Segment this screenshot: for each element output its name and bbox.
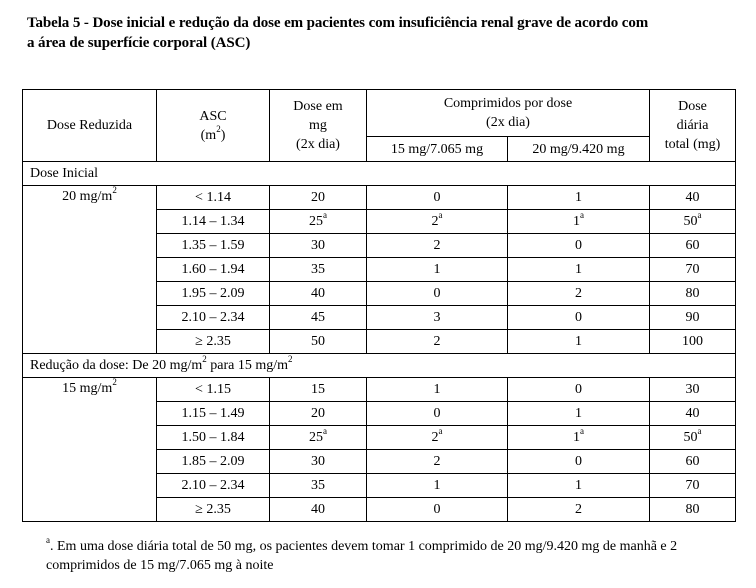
dose-mg-cell: 30 xyxy=(270,234,367,258)
comp-15mg-cell: 2$^a$ xyxy=(367,210,508,234)
header-dose-em-mg: Dose em mg (2x dia) xyxy=(270,90,367,162)
dose-reduzida-cell xyxy=(23,306,157,330)
total-mg-cell: 40 xyxy=(650,186,736,210)
asc-cell: < 1.14 xyxy=(157,186,270,210)
header-asc-unit: $(m^2)$ xyxy=(200,123,226,143)
asc-cell: 1.85 – 2.09 xyxy=(157,450,270,474)
comp-20mg-cell: 1 xyxy=(508,474,650,498)
footnote-ref: a xyxy=(697,426,702,437)
table-row xyxy=(23,474,736,498)
comp-20mg-cell: 0 xyxy=(508,378,650,402)
header-asc xyxy=(157,90,270,162)
header-col-20mg: 20 mg/9.420 mg xyxy=(508,137,650,162)
dose-mg-cell: 40 xyxy=(270,282,367,306)
footnote-mark: a xyxy=(46,535,50,546)
table-row xyxy=(23,186,736,210)
footnote-ref: a xyxy=(323,210,327,221)
comp-15mg-cell: 3 xyxy=(367,306,508,330)
footnote-ref: a xyxy=(438,426,443,437)
asc-cell: 1.95 – 2.09 xyxy=(157,282,270,306)
comp-15mg-cell: 0 xyxy=(367,402,508,426)
caption-line-2: a área de superfície corporal (ASC) xyxy=(27,35,251,51)
comp-15mg-cell: 1 xyxy=(367,258,508,282)
asc-cell: 1.50 – 1.84 xyxy=(157,426,270,450)
total-mg-cell: 50$^a$ xyxy=(650,210,736,234)
comp-20mg-cell: 1 xyxy=(508,330,650,354)
comp-15mg-cell: 2 xyxy=(367,330,508,354)
comp-20mg-cell: 0 xyxy=(508,450,650,474)
total-mg-cell: 40 xyxy=(650,402,736,426)
header-comprimidos: Comprimidos por dose (2x dia) xyxy=(367,90,650,137)
footnote-ref: a xyxy=(323,426,327,437)
footnote-ref: a xyxy=(580,426,584,437)
dose-mg-cell: 35 xyxy=(270,258,367,282)
total-mg-cell: 80 xyxy=(650,282,736,306)
dose-mg-cell: 50 xyxy=(270,330,367,354)
dose-table xyxy=(22,89,736,522)
dose-mg-cell: 25$^a$ xyxy=(270,210,367,234)
dose-mg-cell: 20 xyxy=(270,402,367,426)
total-mg-cell: 60 xyxy=(650,450,736,474)
header-dose-diaria: Dose diária total (mg) xyxy=(650,90,736,162)
comp-20mg-cell: 0 xyxy=(508,234,650,258)
table-row xyxy=(23,450,736,474)
table-row xyxy=(23,498,736,522)
table-row xyxy=(23,210,736,234)
section-reducao-dose xyxy=(23,354,736,522)
asc-cell: 2.10 – 2.34 xyxy=(157,474,270,498)
footnote-ref: a xyxy=(580,210,584,221)
asc-cell: < 1.15 xyxy=(157,378,270,402)
asc-cell: 1.60 – 1.94 xyxy=(157,258,270,282)
table-row xyxy=(23,426,736,450)
total-mg-cell: 70 xyxy=(650,474,736,498)
comp-15mg-cell: 1 xyxy=(367,474,508,498)
total-mg-cell: 50$^a$ xyxy=(650,426,736,450)
section-dose-inicial xyxy=(23,162,736,354)
comp-20mg-cell: 1 xyxy=(508,402,650,426)
header-asc-label: ASC xyxy=(199,108,227,124)
dose-reduzida-cell xyxy=(23,210,157,234)
footnote-text: . Em uma dose diária total de 50 mg, os pacientes devem tomar 1 comprimido de 20 mg/9.420 mg de manhã e 2 comprimidos de 15 mg/7.065 mg à noite xyxy=(46,539,678,573)
comp-15mg-cell: 1 xyxy=(367,378,508,402)
asc-cell: 1.15 – 1.49 xyxy=(157,402,270,426)
dose-reduzida-cell xyxy=(23,234,157,258)
comp-15mg-cell: 2$^a$ xyxy=(367,426,508,450)
dose-reduzida-cell xyxy=(23,450,157,474)
header-col-15mg: 15 mg/7.065 mg xyxy=(367,137,508,162)
section-label-reducao: Redução da dose: De 20 $mg/m^2$ para 15 $mg/m^2$ xyxy=(23,354,736,378)
comp-20mg-cell: 0 xyxy=(508,306,650,330)
total-mg-cell: 70 xyxy=(650,258,736,282)
table-row xyxy=(23,234,736,258)
header-dose-reduzida: Dose Reduzida xyxy=(23,90,157,162)
table-row xyxy=(23,378,736,402)
comp-20mg-cell: 1$^a$ xyxy=(508,426,650,450)
table-caption xyxy=(27,13,742,53)
total-mg-cell: 90 xyxy=(650,306,736,330)
asc-cell: 1.35 – 1.59 xyxy=(157,234,270,258)
comp-20mg-cell: 2 xyxy=(508,282,650,306)
dose-mg-cell: 20 xyxy=(270,186,367,210)
footnote-ref: a xyxy=(438,210,443,221)
table-row xyxy=(23,258,736,282)
total-mg-cell: 80 xyxy=(650,498,736,522)
table-row xyxy=(23,402,736,426)
dose-mg-cell: 25$^a$ xyxy=(270,426,367,450)
total-mg-cell: 100 xyxy=(650,330,736,354)
dose-reduzida-cell xyxy=(23,282,157,306)
dose-reduzida-cell xyxy=(23,474,157,498)
footnote-ref: a xyxy=(697,210,702,221)
comp-15mg-cell: 0 xyxy=(367,186,508,210)
dose-mg-cell: 40 xyxy=(270,498,367,522)
comp-20mg-cell: 1 xyxy=(508,258,650,282)
asc-cell: ≥ 2.35 xyxy=(157,498,270,522)
table-header xyxy=(23,90,736,162)
comp-20mg-cell: 2 xyxy=(508,498,650,522)
dose-reduzida-cell xyxy=(23,402,157,426)
dose-reduzida-cell xyxy=(23,498,157,522)
total-mg-cell: 30 xyxy=(650,378,736,402)
comp-15mg-cell: 0 xyxy=(367,498,508,522)
total-mg-cell: 60 xyxy=(650,234,736,258)
asc-cell: ≥ 2.35 xyxy=(157,330,270,354)
dose-mg-cell: 15 xyxy=(270,378,367,402)
caption-line-1: Tabela 5 - Dose inicial e redução da dose em pacientes com insuficiência renal grave de acordo com xyxy=(27,15,649,31)
footnote xyxy=(46,537,746,575)
table-row xyxy=(23,306,736,330)
dose-reduzida-cell: 15 $mg/m^2$ xyxy=(23,378,157,402)
dose-reduzida-cell xyxy=(23,330,157,354)
dose-reduzida-cell: 20 $mg/m^2$ xyxy=(23,186,157,210)
comp-15mg-cell: 0 xyxy=(367,282,508,306)
dose-mg-cell: 45 xyxy=(270,306,367,330)
asc-cell: 1.14 – 1.34 xyxy=(157,210,270,234)
comp-20mg-cell: 1$^a$ xyxy=(508,210,650,234)
dose-mg-cell: 35 xyxy=(270,474,367,498)
asc-cell: 2.10 – 2.34 xyxy=(157,306,270,330)
section-label-dose-inicial: Dose Inicial xyxy=(23,162,736,186)
comp-20mg-cell: 1 xyxy=(508,186,650,210)
comp-15mg-cell: 2 xyxy=(367,450,508,474)
table-row xyxy=(23,282,736,306)
dose-mg-cell: 30 xyxy=(270,450,367,474)
dose-reduzida-cell xyxy=(23,426,157,450)
table-row xyxy=(23,330,736,354)
dose-reduzida-cell xyxy=(23,258,157,282)
comp-15mg-cell: 2 xyxy=(367,234,508,258)
